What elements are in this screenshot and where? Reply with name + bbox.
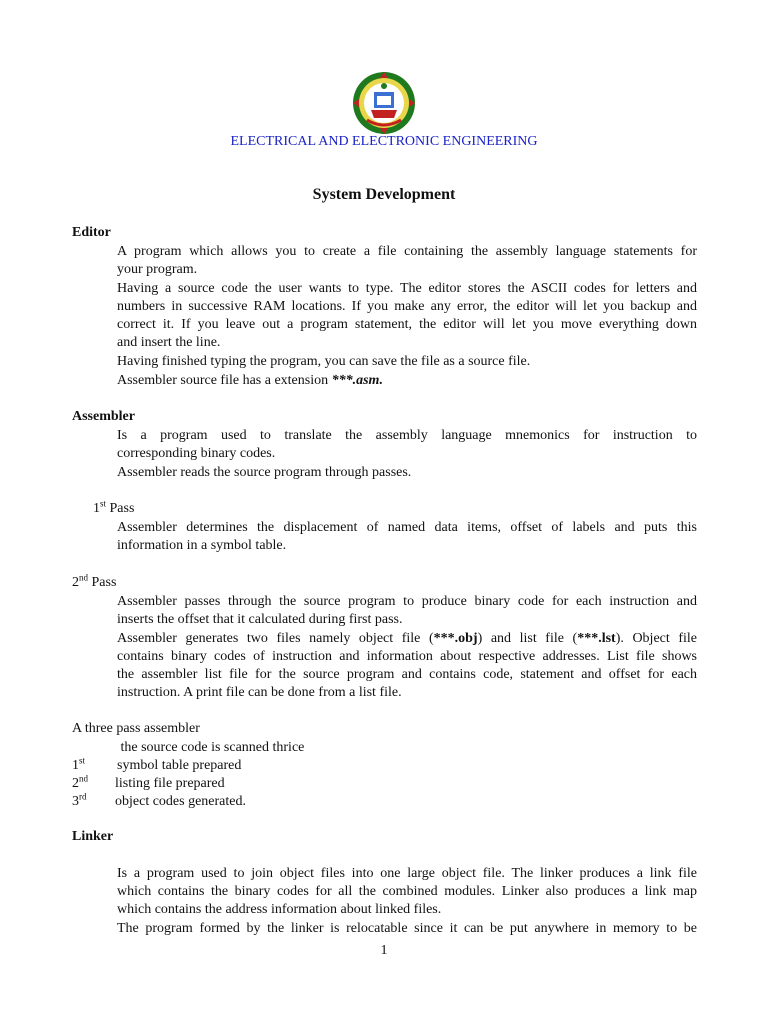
- list-item: Assembler generates two files namely object file (***.obj) and list file (***.lst). Object file contains binary codes of instruction and information about respective addresses. List file shows the assembler list file for the source program and contains code, statement and offset for each instruction. A print file can be done from a list file.: [117, 631, 697, 700]
- department-heading: ELECTRICAL AND ELECTRONIC ENGINEERING: [230, 134, 538, 149]
- section-heading-editor: Editor: [72, 225, 111, 240]
- pass-row-2-text: listing file prepared: [115, 776, 225, 791]
- file-extension: ***.asm.: [331, 373, 383, 388]
- pass-2-label: 2nd Pass: [72, 572, 117, 590]
- list-item: Assembler determines the displacement of named data items, offset of labels and puts this information in a symbol table.: [117, 520, 697, 553]
- list-item: Having a source code the user wants to type. The editor stores the ASCII codes for letters and numbers in successive RAM locations. If you make any error, the editor will let you backup and correct it. If you leave out a program statement, the editor will let you move everything down and insert the line.: [117, 281, 697, 350]
- university-seal-icon: [347, 70, 421, 136]
- pass-row-1: 1st: [72, 755, 86, 773]
- pass-row-3: 3rd: [72, 791, 87, 809]
- pass-row-3-text: object codes generated.: [115, 794, 246, 809]
- list-item: Is a program used to translate the assembly language mnemonics for instruction to corresponding binary codes.: [117, 428, 697, 461]
- pass-1-label: 1st Pass: [93, 498, 135, 516]
- list-item: The program formed by the linker is relocatable since it can be put anywhere in memory to be: [117, 921, 697, 936]
- section-heading-assembler: Assembler: [72, 409, 135, 424]
- list-item: the source code is scanned thrice: [117, 740, 305, 755]
- pass-row-2: 2nd: [72, 773, 88, 791]
- list-item: Assembler source file has a extension ***.asm.: [117, 373, 383, 388]
- section-heading-linker: Linker: [72, 829, 114, 844]
- list-item: Is a program used to join object files into one large object file. The linker produces a link file which contains the binary codes for all the combined modules. Linker also produces a link map which contains the address information about linked files.: [117, 866, 697, 917]
- page-title: System Development: [312, 186, 456, 203]
- list-item: Having finished typing the program, you can save the file as a source file.: [117, 354, 531, 369]
- three-pass-heading: A three pass assembler: [72, 721, 200, 736]
- pass-row-1-text: symbol table prepared: [117, 758, 242, 773]
- list-item: Assembler reads the source program through passes.: [117, 465, 412, 480]
- list-item: Assembler passes through the source program to produce binary code for each instruction and inserts the offset that it calculated during first pass.: [117, 594, 697, 627]
- page-number: 1: [380, 943, 388, 958]
- list-item: A program which allows you to create a file containing the assembly language statements for your program.: [117, 244, 697, 277]
